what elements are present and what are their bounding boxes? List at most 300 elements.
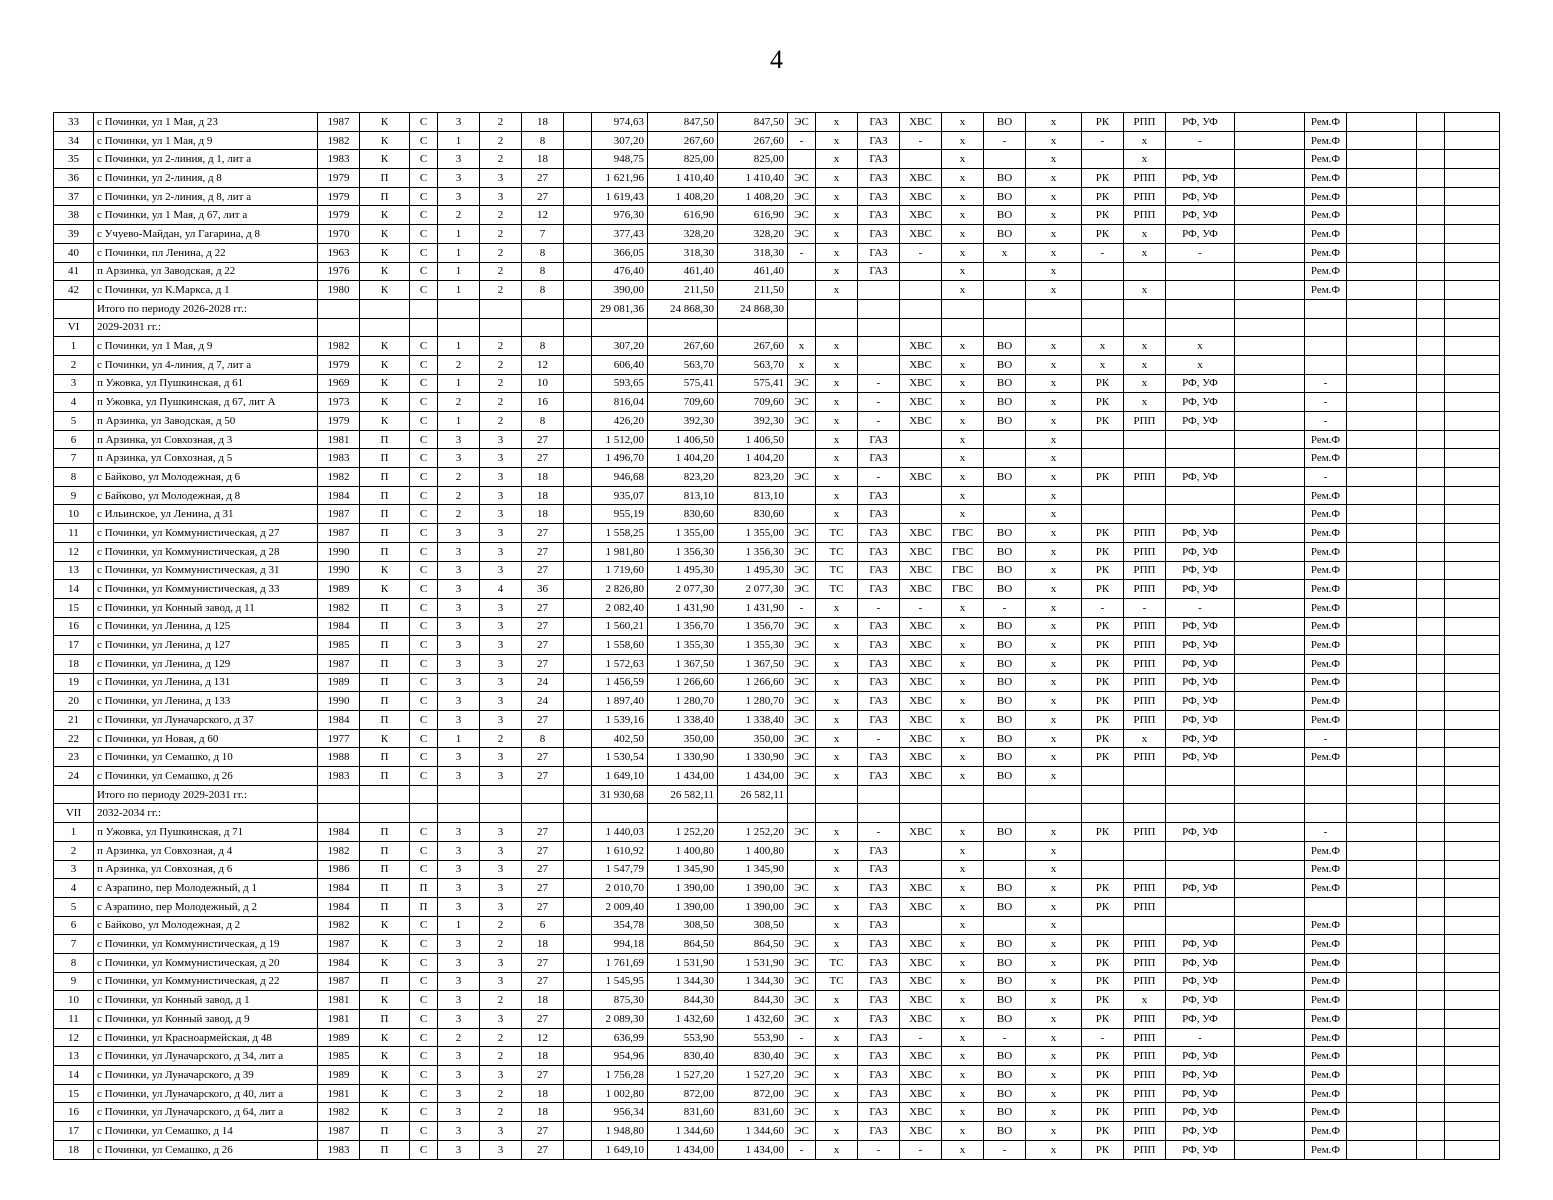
table-cell: ГАЗ <box>858 561 900 580</box>
table-cell: 27 <box>522 430 564 449</box>
table-cell: ГАЗ <box>858 860 900 879</box>
table-cell <box>1082 430 1124 449</box>
table-cell: 27 <box>522 524 564 543</box>
table-cell: С <box>410 131 438 150</box>
table-cell: С <box>410 225 438 244</box>
table-cell: х <box>942 879 984 898</box>
table-cell: ТС <box>816 972 858 991</box>
table-cell: х <box>1026 1047 1082 1066</box>
table-cell: 350,00 <box>718 729 788 748</box>
table-cell: 3 <box>438 169 480 188</box>
table-cell: 2 <box>480 729 522 748</box>
table-cell: РК <box>1082 225 1124 244</box>
table-cell: ГАЗ <box>858 654 900 673</box>
table-cell: 1987 <box>318 524 360 543</box>
table-cell <box>788 841 816 860</box>
table-cell: ХВС <box>900 673 942 692</box>
table-cell: 1 621,96 <box>592 169 648 188</box>
table-cell <box>1235 729 1305 748</box>
table-cell: 3 <box>438 524 480 543</box>
table-cell <box>788 150 816 169</box>
table-cell: х <box>816 131 858 150</box>
table-cell <box>1166 860 1235 879</box>
table-cell <box>1417 823 1445 842</box>
table-cell: РК <box>1082 113 1124 132</box>
table-cell: Рем.Ф <box>1305 636 1347 655</box>
table-cell <box>1347 542 1417 561</box>
table-cell: 3 <box>438 935 480 954</box>
table-cell: 2 <box>480 150 522 169</box>
table-cell: 24 <box>522 692 564 711</box>
table-cell: 1989 <box>318 1028 360 1047</box>
table-cell <box>1417 542 1445 561</box>
table-cell: 3 <box>438 879 480 898</box>
table-cell: С <box>410 654 438 673</box>
table-cell: К <box>360 561 410 580</box>
table-cell <box>1235 262 1305 281</box>
table-cell: ЭС <box>788 692 816 711</box>
table-cell: Рем.Ф <box>1305 972 1347 991</box>
table-cell: 3 <box>438 449 480 468</box>
table-cell: 3 <box>480 823 522 842</box>
table-cell <box>1445 1010 1500 1029</box>
table-cell <box>1166 299 1235 318</box>
table-cell: 813,10 <box>718 486 788 505</box>
table-cell: х <box>1026 598 1082 617</box>
table-cell: 1 <box>438 729 480 748</box>
row-number-cell: 17 <box>54 1122 94 1141</box>
table-cell <box>1417 897 1445 916</box>
table-row <box>54 580 1500 599</box>
row-number-cell: 5 <box>54 897 94 916</box>
table-cell <box>900 281 942 300</box>
table-cell: П <box>360 692 410 711</box>
table-cell: 1 434,00 <box>718 767 788 786</box>
table-cell: 1984 <box>318 879 360 898</box>
table-cell: ГАЗ <box>858 711 900 730</box>
table-cell <box>1445 299 1500 318</box>
table-cell: К <box>360 374 410 393</box>
table-cell: Рем.Ф <box>1305 131 1347 150</box>
table-cell: х <box>1124 393 1166 412</box>
table-cell: 1980 <box>318 281 360 300</box>
table-cell <box>1235 1084 1305 1103</box>
table-cell <box>1235 804 1305 823</box>
table-cell: С <box>410 860 438 879</box>
table-cell: 18 <box>522 468 564 487</box>
table-cell <box>1347 748 1417 767</box>
table-cell <box>1347 1103 1417 1122</box>
table-cell: х <box>942 449 984 468</box>
table-cell <box>1166 486 1235 505</box>
table-cell <box>1347 449 1417 468</box>
table-cell: ГВС <box>942 542 984 561</box>
table-cell: 946,68 <box>592 468 648 487</box>
table-cell: 8 <box>522 262 564 281</box>
table-cell <box>1417 1066 1445 1085</box>
table-cell: РПП <box>1124 412 1166 431</box>
table-cell: х <box>816 598 858 617</box>
table-cell: П <box>360 879 410 898</box>
table-cell: 267,60 <box>718 131 788 150</box>
table-cell: 27 <box>522 823 564 842</box>
table-cell: 1963 <box>318 243 360 262</box>
table-cell: ВО <box>984 225 1026 244</box>
table-cell <box>480 299 522 318</box>
table-cell: РФ, УФ <box>1166 1066 1235 1085</box>
table-cell: П <box>360 897 410 916</box>
table-cell: 3 <box>438 692 480 711</box>
table-cell: 27 <box>522 879 564 898</box>
table-cell: С <box>410 1047 438 1066</box>
table-cell: Рем.Ф <box>1305 113 1347 132</box>
table-cell <box>1082 841 1124 860</box>
table-cell: 2 <box>480 991 522 1010</box>
table-cell: 18 <box>522 113 564 132</box>
table-cell: ХВС <box>900 1066 942 1085</box>
table-cell: 1987 <box>318 505 360 524</box>
table-row <box>54 262 1500 281</box>
table-cell <box>1235 412 1305 431</box>
table-cell <box>1445 617 1500 636</box>
table-cell: РК <box>1082 972 1124 991</box>
table-cell: ГАЗ <box>858 879 900 898</box>
table-cell: - <box>858 412 900 431</box>
table-cell <box>788 281 816 300</box>
table-cell: РК <box>1082 1010 1124 1029</box>
table-cell: - <box>1305 823 1347 842</box>
table-cell <box>1445 804 1500 823</box>
table-cell <box>1417 225 1445 244</box>
table-cell: Рем.Ф <box>1305 206 1347 225</box>
table-cell <box>1347 561 1417 580</box>
table-cell: РК <box>1082 729 1124 748</box>
table-cell <box>1124 916 1166 935</box>
table-cell: 3 <box>480 561 522 580</box>
table-cell: 1 431,90 <box>718 598 788 617</box>
table-cell: 825,00 <box>718 150 788 169</box>
table-cell: 27 <box>522 1010 564 1029</box>
table-cell <box>564 991 592 1010</box>
table-cell: х <box>1026 1010 1082 1029</box>
table-cell: 1 338,40 <box>648 711 718 730</box>
table-cell <box>1417 1103 1445 1122</box>
table-cell: 830,60 <box>718 505 788 524</box>
table-cell: С <box>410 113 438 132</box>
table-cell: 1 572,63 <box>592 654 648 673</box>
table-cell: х <box>1026 1103 1082 1122</box>
table-cell: ВО <box>984 374 1026 393</box>
table-cell: 1 344,30 <box>718 972 788 991</box>
table-cell <box>438 785 480 804</box>
table-cell: 1 408,20 <box>718 187 788 206</box>
table-cell: С <box>410 412 438 431</box>
table-cell: 2 <box>438 393 480 412</box>
table-cell: 2 010,70 <box>592 879 648 898</box>
table-cell: 864,50 <box>648 935 718 954</box>
table-cell: 27 <box>522 1140 564 1159</box>
table-cell: ГАЗ <box>858 1084 900 1103</box>
table-cell <box>318 785 360 804</box>
table-cell: Рем.Ф <box>1305 953 1347 972</box>
table-cell <box>564 654 592 673</box>
table-cell: х <box>816 113 858 132</box>
table-cell: х <box>1026 935 1082 954</box>
table-cell: ВО <box>984 953 1026 972</box>
table-row <box>54 785 1500 804</box>
table-cell: ХВС <box>900 355 942 374</box>
table-cell: РК <box>1082 1047 1124 1066</box>
table-cell <box>1347 729 1417 748</box>
table-cell <box>564 355 592 374</box>
table-cell: 461,40 <box>648 262 718 281</box>
table-cell: 402,50 <box>592 729 648 748</box>
table-cell: х <box>816 711 858 730</box>
table-cell: Рем.Ф <box>1305 524 1347 543</box>
table-cell: х <box>816 991 858 1010</box>
table-cell: 2 <box>480 393 522 412</box>
table-cell <box>1082 449 1124 468</box>
table-cell <box>1445 711 1500 730</box>
table-cell: ВО <box>984 767 1026 786</box>
table-cell: х <box>942 1028 984 1047</box>
table-cell <box>438 804 480 823</box>
table-cell: - <box>788 1028 816 1047</box>
table-cell: 18 <box>522 1103 564 1122</box>
table-cell: 1 344,60 <box>648 1122 718 1141</box>
table-cell: ГАЗ <box>858 1010 900 1029</box>
table-row <box>54 430 1500 449</box>
table-cell: 1990 <box>318 692 360 711</box>
row-number-cell: 4 <box>54 393 94 412</box>
table-row <box>54 131 1500 150</box>
table-cell: 308,50 <box>718 916 788 935</box>
table-cell: 1 280,70 <box>718 692 788 711</box>
table-cell: 1986 <box>318 860 360 879</box>
table-cell: РФ, УФ <box>1166 729 1235 748</box>
table-cell: х <box>1026 262 1082 281</box>
table-cell: 29 081,36 <box>592 299 648 318</box>
table-row <box>54 935 1500 954</box>
table-cell: РК <box>1082 1066 1124 1085</box>
table-cell: х <box>942 748 984 767</box>
table-cell: РПП <box>1124 673 1166 692</box>
table-cell <box>1417 113 1445 132</box>
table-cell: ХВС <box>900 972 942 991</box>
table-cell: Рем.Ф <box>1305 1047 1347 1066</box>
table-cell: С <box>410 169 438 188</box>
table-cell: х <box>1026 767 1082 786</box>
table-cell: х <box>942 206 984 225</box>
table-cell: х <box>816 430 858 449</box>
table-cell <box>1305 767 1347 786</box>
row-number-cell: 37 <box>54 187 94 206</box>
table-cell <box>1235 1028 1305 1047</box>
table-cell: 18 <box>522 150 564 169</box>
table-cell: х <box>942 935 984 954</box>
table-cell: - <box>1082 1028 1124 1047</box>
table-cell: х <box>1026 860 1082 879</box>
address-cell: с Байково, ул Молодежная, д 2 <box>94 916 318 935</box>
table-cell: Рем.Ф <box>1305 1010 1347 1029</box>
table-cell <box>1305 785 1347 804</box>
table-cell <box>1305 318 1347 337</box>
table-cell <box>1124 767 1166 786</box>
table-cell <box>1417 692 1445 711</box>
table-row <box>54 393 1500 412</box>
table-cell <box>1417 711 1445 730</box>
table-cell <box>1417 169 1445 188</box>
table-cell: 1987 <box>318 935 360 954</box>
table-cell <box>360 299 410 318</box>
table-cell <box>1235 1122 1305 1141</box>
table-cell: ХВС <box>900 1047 942 1066</box>
table-cell: х <box>1026 486 1082 505</box>
table-cell: 831,60 <box>718 1103 788 1122</box>
table-cell <box>900 430 942 449</box>
table-cell <box>564 860 592 879</box>
table-cell: х <box>1026 524 1082 543</box>
table-cell: х <box>816 916 858 935</box>
table-cell: х <box>816 935 858 954</box>
table-cell: С <box>410 337 438 356</box>
table-row <box>54 468 1500 487</box>
table-cell: ЭС <box>788 935 816 954</box>
table-cell <box>788 804 816 823</box>
table-cell: 1 390,00 <box>648 879 718 898</box>
table-cell: 1 406,50 <box>648 430 718 449</box>
table-cell: РК <box>1082 879 1124 898</box>
table-cell: 3 <box>438 897 480 916</box>
table-cell <box>900 299 942 318</box>
table-cell <box>564 1010 592 1029</box>
table-cell: 1 530,54 <box>592 748 648 767</box>
table-cell <box>480 804 522 823</box>
table-cell <box>1235 897 1305 916</box>
table-row <box>54 673 1500 692</box>
table-cell: 24 868,30 <box>648 299 718 318</box>
table-cell <box>1124 449 1166 468</box>
address-cell: с Учуево-Майдан, ул Гагарина, д 8 <box>94 225 318 244</box>
table-cell <box>564 823 592 842</box>
table-cell: х <box>1026 729 1082 748</box>
table-cell <box>1235 673 1305 692</box>
table-cell <box>788 916 816 935</box>
table-cell: 2 <box>480 113 522 132</box>
table-cell: 3 <box>480 860 522 879</box>
table-cell: 1987 <box>318 1122 360 1141</box>
table-cell <box>1347 1028 1417 1047</box>
table-cell <box>1417 767 1445 786</box>
table-cell <box>1417 879 1445 898</box>
table-cell: х <box>1026 113 1082 132</box>
table-cell: 3 <box>438 187 480 206</box>
table-cell <box>1082 150 1124 169</box>
table-cell: ВО <box>984 1084 1026 1103</box>
table-cell <box>1124 299 1166 318</box>
table-cell: х <box>1026 1066 1082 1085</box>
row-number-cell: 22 <box>54 729 94 748</box>
table-cell <box>1445 935 1500 954</box>
table-cell: 709,60 <box>648 393 718 412</box>
table-cell: РК <box>1082 654 1124 673</box>
table-cell: 3 <box>438 1047 480 1066</box>
table-cell <box>1445 187 1500 206</box>
table-cell <box>1235 150 1305 169</box>
table-cell <box>1305 337 1347 356</box>
table-cell: ГАЗ <box>858 617 900 636</box>
table-cell: 2 <box>480 355 522 374</box>
table-cell: ЭС <box>788 879 816 898</box>
table-cell <box>1445 150 1500 169</box>
table-cell: К <box>360 1047 410 1066</box>
row-number-cell: 18 <box>54 654 94 673</box>
table-cell: С <box>410 823 438 842</box>
table-cell: ЭС <box>788 187 816 206</box>
table-cell <box>1235 935 1305 954</box>
table-cell: С <box>410 281 438 300</box>
address-cell: с Починки, ул Коммунистическая, д 22 <box>94 972 318 991</box>
table-row <box>54 150 1500 169</box>
table-cell <box>1166 897 1235 916</box>
table-row <box>54 355 1500 374</box>
table-cell: х <box>1026 449 1082 468</box>
table-cell: х <box>816 169 858 188</box>
table-cell: ГАЗ <box>858 206 900 225</box>
table-cell: К <box>360 916 410 935</box>
table-cell: х <box>1026 243 1082 262</box>
table-cell: ЭС <box>788 636 816 655</box>
table-cell <box>1347 636 1417 655</box>
table-cell <box>564 1047 592 1066</box>
table-cell <box>1235 468 1305 487</box>
table-cell: 1987 <box>318 972 360 991</box>
table-cell <box>564 1028 592 1047</box>
table-cell: 2 <box>438 468 480 487</box>
table-cell: 1979 <box>318 206 360 225</box>
table-row <box>54 879 1500 898</box>
table-cell <box>438 318 480 337</box>
table-cell: РК <box>1082 897 1124 916</box>
table-cell: 1 <box>438 262 480 281</box>
table-cell: П <box>360 505 410 524</box>
table-cell: ЭС <box>788 374 816 393</box>
table-cell <box>1235 972 1305 991</box>
table-cell <box>942 299 984 318</box>
table-cell: х <box>816 393 858 412</box>
row-number-cell: 3 <box>54 374 94 393</box>
table-cell: 553,90 <box>648 1028 718 1047</box>
table-cell: 1 338,40 <box>718 711 788 730</box>
table-cell: ВО <box>984 823 1026 842</box>
table-cell: 3 <box>438 542 480 561</box>
table-cell: ХВС <box>900 1084 942 1103</box>
table-cell: С <box>410 1066 438 1085</box>
table-cell <box>858 299 900 318</box>
table-cell <box>858 355 900 374</box>
table-cell: 1 410,40 <box>648 169 718 188</box>
table-cell: ЭС <box>788 1047 816 1066</box>
table-cell <box>564 468 592 487</box>
table-cell: ЭС <box>788 524 816 543</box>
table-cell: ХВС <box>900 879 942 898</box>
table-cell: 1979 <box>318 169 360 188</box>
table-cell: РПП <box>1124 187 1166 206</box>
table-cell: РК <box>1082 374 1124 393</box>
table-cell: К <box>360 150 410 169</box>
table-cell: х <box>1026 823 1082 842</box>
table-cell: РПП <box>1124 580 1166 599</box>
